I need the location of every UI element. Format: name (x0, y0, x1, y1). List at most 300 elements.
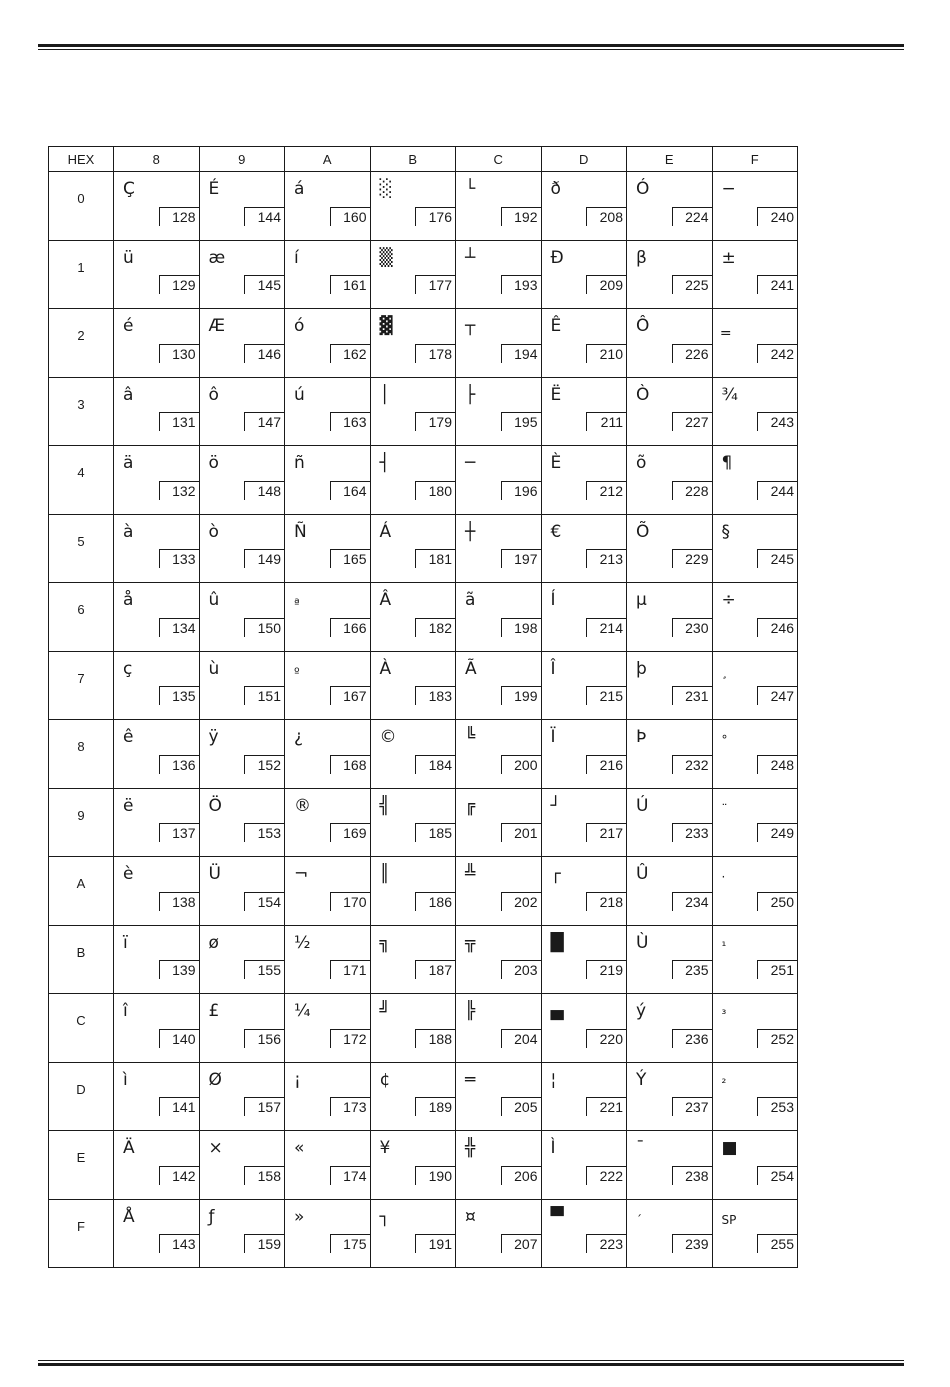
character-glyph: ¯ (636, 1138, 645, 1158)
table-cell (712, 309, 798, 378)
table-cell (712, 514, 798, 583)
decimal-code: 222 (586, 1166, 626, 1185)
character-glyph: ¦ (550, 1069, 557, 1090)
decimal-code: 130 (159, 344, 199, 363)
character-glyph: Å (123, 1206, 135, 1227)
table-cell (199, 172, 285, 241)
decimal-code: 129 (159, 275, 199, 294)
table-cell (114, 172, 200, 241)
row-header: 0 (49, 172, 114, 241)
row-header: 1 (49, 240, 114, 309)
table-cell (370, 1131, 456, 1200)
character-glyph: · (721, 870, 726, 884)
character-glyph: á (294, 179, 305, 199)
table-cell (712, 720, 798, 789)
decimal-code: 218 (586, 892, 626, 911)
decimal-code: 191 (415, 1234, 455, 1253)
decimal-code: 227 (672, 412, 712, 431)
character-glyph: » (294, 1206, 305, 1227)
table-cell (541, 1131, 627, 1200)
table-cell (285, 583, 371, 652)
decimal-code: 186 (415, 892, 455, 911)
character-glyph: ╔ (465, 795, 476, 816)
table-cell (370, 1062, 456, 1131)
decimal-code: 153 (244, 823, 284, 842)
character-glyph: ¿ (294, 727, 304, 747)
character-glyph: « (294, 1138, 305, 1158)
table-cell (541, 514, 627, 583)
table-cell (627, 720, 713, 789)
character-glyph: Ï (550, 727, 556, 747)
decimal-code: 240 (757, 207, 797, 226)
table-cell (114, 994, 200, 1063)
decimal-code: 242 (757, 344, 797, 363)
table-cell (456, 240, 542, 309)
decimal-code: 248 (757, 755, 797, 774)
table-cell (712, 1131, 798, 1200)
character-glyph: É (208, 179, 220, 199)
character-glyph: ¥ (379, 1138, 391, 1158)
character-glyph: ¡ (294, 1069, 301, 1090)
decimal-code: 221 (586, 1097, 626, 1116)
table-cell (627, 1199, 713, 1268)
row-header: 4 (49, 446, 114, 515)
character-glyph: ê (123, 727, 134, 747)
decimal-code: 209 (586, 275, 626, 294)
character-glyph: ü (123, 247, 134, 268)
decimal-code: 155 (244, 960, 284, 979)
character-glyph: ã (465, 590, 476, 610)
decimal-code: 180 (415, 481, 455, 500)
character-glyph: ÿ (208, 727, 219, 747)
decimal-code: 237 (672, 1097, 712, 1116)
character-glyph: ╦ (465, 932, 476, 953)
character-glyph: § (721, 521, 730, 542)
decimal-code: 144 (244, 207, 284, 226)
character-glyph: ¤ (465, 1206, 476, 1227)
character-glyph: Þ (636, 727, 647, 747)
decimal-code: 165 (330, 549, 370, 568)
table-cell (541, 994, 627, 1063)
character-glyph: ³ (721, 1007, 727, 1021)
decimal-code: 251 (757, 960, 797, 979)
character-glyph: ╚ (465, 727, 476, 747)
character-glyph: ┌ (550, 864, 561, 884)
table-cell (114, 309, 200, 378)
table-cell (627, 994, 713, 1063)
decimal-code: 178 (415, 344, 455, 363)
decimal-code: 234 (672, 892, 712, 911)
character-glyph: × (208, 1138, 223, 1158)
character-glyph: SP (721, 1212, 737, 1227)
decimal-code: 154 (244, 892, 284, 911)
character-glyph: è (123, 864, 134, 884)
table-cell (199, 994, 285, 1063)
decimal-code: 230 (672, 618, 712, 637)
character-glyph: æ (208, 247, 226, 268)
table-cell (199, 1062, 285, 1131)
character-glyph: ¹ (721, 938, 727, 953)
table-cell (199, 514, 285, 583)
table-cell (114, 651, 200, 720)
table-cell (199, 1131, 285, 1200)
row-header: C (49, 994, 114, 1063)
decimal-code: 231 (672, 686, 712, 705)
table-row (49, 583, 798, 652)
decimal-code: 182 (415, 618, 455, 637)
table-cell (541, 651, 627, 720)
decimal-code: 249 (757, 823, 797, 842)
table-cell (199, 240, 285, 309)
decimal-code: 135 (159, 686, 199, 705)
character-glyph: ┼ (465, 521, 476, 542)
decimal-code: 145 (244, 275, 284, 294)
table-cell (712, 377, 798, 446)
character-glyph: ╗ (379, 932, 390, 953)
table-cell (114, 1131, 200, 1200)
table-cell (541, 446, 627, 515)
character-glyph: ░ (379, 179, 393, 199)
row-header: 2 (49, 309, 114, 378)
table-cell (370, 651, 456, 720)
row-header: 6 (49, 583, 114, 652)
decimal-code: 193 (501, 275, 541, 294)
table-row (49, 172, 798, 241)
table-cell (285, 994, 371, 1063)
decimal-code: 166 (330, 618, 370, 637)
table-cell (199, 1199, 285, 1268)
character-glyph: ½ (294, 932, 311, 953)
row-header: 7 (49, 651, 114, 720)
table-cell (456, 925, 542, 994)
decimal-code: 194 (501, 344, 541, 363)
character-glyph: Á (379, 521, 392, 542)
table-cell (199, 583, 285, 652)
column-header: D (541, 147, 627, 172)
character-glyph: Û (636, 864, 649, 884)
table-cell (370, 172, 456, 241)
table-row (49, 925, 798, 994)
table-cell (712, 925, 798, 994)
character-glyph: ¶ (721, 453, 733, 473)
character-glyph: β (636, 247, 647, 268)
decimal-code: 216 (586, 755, 626, 774)
table-cell (627, 651, 713, 720)
decimal-code: 229 (672, 549, 712, 568)
character-glyph: Ò (636, 384, 650, 405)
table-cell (541, 1062, 627, 1131)
table-cell (285, 240, 371, 309)
character-glyph: ¼ (294, 1001, 311, 1021)
character-glyph: ╬ (465, 1138, 476, 1158)
table-cell (285, 925, 371, 994)
character-glyph: Õ (636, 521, 650, 542)
table-cell (712, 446, 798, 515)
character-glyph: ▄ (550, 1001, 564, 1021)
decimal-code: 224 (672, 207, 712, 226)
table-cell (627, 309, 713, 378)
decimal-code: 158 (244, 1166, 284, 1185)
table-cell (712, 240, 798, 309)
decimal-code: 233 (672, 823, 712, 842)
table-cell (114, 583, 200, 652)
decimal-code: 206 (501, 1166, 541, 1185)
table-cell (456, 720, 542, 789)
decimal-code: 160 (330, 207, 370, 226)
table-cell (370, 377, 456, 446)
table-cell (370, 309, 456, 378)
table-row (49, 1062, 798, 1131)
decimal-code: 167 (330, 686, 370, 705)
decimal-code: 147 (244, 412, 284, 431)
decimal-code: 185 (415, 823, 455, 842)
character-glyph: ¬ (294, 864, 309, 884)
character-glyph: ┴ (465, 247, 476, 268)
table-cell (456, 994, 542, 1063)
table-cell (370, 583, 456, 652)
decimal-code: 247 (757, 686, 797, 705)
row-header: 3 (49, 377, 114, 446)
table-cell (114, 720, 200, 789)
table-cell (541, 857, 627, 926)
decimal-code: 207 (501, 1234, 541, 1253)
table-cell (627, 377, 713, 446)
decimal-code: 205 (501, 1097, 541, 1116)
table-row (49, 446, 798, 515)
decimal-code: 170 (330, 892, 370, 911)
code-page-table (48, 146, 798, 1268)
top-rule (38, 44, 904, 50)
character-glyph: î (123, 1001, 128, 1021)
table-cell (114, 377, 200, 446)
table-cell (541, 377, 627, 446)
table-row (49, 857, 798, 926)
table-cell (712, 651, 798, 720)
decimal-code: 143 (159, 1234, 199, 1253)
character-glyph: █ (550, 932, 564, 953)
character-glyph: │ (379, 384, 390, 405)
table-cell (627, 1131, 713, 1200)
character-glyph: ▒ (379, 247, 393, 268)
table-cell (114, 857, 200, 926)
character-glyph: È (550, 453, 562, 473)
decimal-code: 239 (672, 1234, 712, 1253)
table-row (49, 309, 798, 378)
character-glyph: Ã (465, 658, 477, 679)
decimal-code: 187 (415, 960, 455, 979)
decimal-code: 152 (244, 755, 284, 774)
table-cell (541, 583, 627, 652)
decimal-code: 159 (244, 1234, 284, 1253)
character-glyph: ╠ (465, 1001, 476, 1021)
decimal-code: 190 (415, 1166, 455, 1185)
character-glyph: û (208, 590, 220, 610)
decimal-code: 148 (244, 481, 284, 500)
decimal-code: 173 (330, 1097, 370, 1116)
table-row (49, 1199, 798, 1268)
decimal-code: 252 (757, 1029, 797, 1048)
column-header: 9 (199, 147, 285, 172)
table-cell (114, 514, 200, 583)
table-cell (456, 583, 542, 652)
character-glyph: Ù (636, 932, 649, 953)
decimal-code: 246 (757, 618, 797, 637)
table-cell (541, 925, 627, 994)
character-glyph: Ç (123, 179, 135, 199)
character-glyph: Ì (550, 1138, 556, 1158)
character-glyph: Î (550, 658, 556, 679)
table-cell (285, 1062, 371, 1131)
decimal-code: 136 (159, 755, 199, 774)
table-cell (114, 925, 200, 994)
table-row (49, 1131, 798, 1200)
character-glyph: Ó (636, 179, 650, 199)
character-glyph: ƒ (208, 1206, 215, 1227)
decimal-code: 215 (586, 686, 626, 705)
table-cell (370, 994, 456, 1063)
decimal-code: 195 (501, 412, 541, 431)
column-header: F (712, 147, 798, 172)
character-glyph: ┬ (465, 316, 476, 336)
table-cell (199, 788, 285, 857)
character-glyph: é (123, 316, 134, 336)
table-cell (370, 1199, 456, 1268)
table-cell (456, 172, 542, 241)
table-cell (199, 446, 285, 515)
decimal-code: 225 (672, 275, 712, 294)
decimal-code: 137 (159, 823, 199, 842)
table-cell (712, 994, 798, 1063)
decimal-code: 203 (501, 960, 541, 979)
character-glyph: € (550, 521, 562, 542)
table-cell (199, 925, 285, 994)
table-cell (541, 172, 627, 241)
character-glyph: ¨ (721, 801, 728, 816)
character-glyph: Ú (636, 795, 649, 816)
table-cell (370, 446, 456, 515)
decimal-code: 174 (330, 1166, 370, 1185)
table-cell (456, 788, 542, 857)
character-glyph: ° (721, 733, 728, 747)
decimal-code: 244 (757, 481, 797, 500)
character-glyph: © (379, 727, 397, 747)
decimal-code: 157 (244, 1097, 284, 1116)
decimal-code: 235 (672, 960, 712, 979)
table-cell (541, 240, 627, 309)
decimal-code: 188 (415, 1029, 455, 1048)
table-cell (199, 720, 285, 789)
character-glyph: ì (123, 1069, 128, 1090)
character-glyph: ╣ (379, 795, 390, 816)
decimal-code: 213 (586, 549, 626, 568)
character-glyph: ▀ (550, 1206, 564, 1227)
character-glyph: Ê (550, 316, 562, 336)
decimal-code: 162 (330, 344, 370, 363)
decimal-code: 236 (672, 1029, 712, 1048)
column-header: A (285, 147, 371, 172)
character-glyph: Ü (208, 864, 221, 884)
decimal-code: 245 (757, 549, 797, 568)
decimal-code: 199 (501, 686, 541, 705)
row-header: 8 (49, 720, 114, 789)
character-glyph: ¢ (379, 1069, 391, 1090)
decimal-code: 198 (501, 618, 541, 637)
character-glyph: ô (208, 384, 219, 405)
table-cell (285, 309, 371, 378)
decimal-code: 238 (672, 1166, 712, 1185)
decimal-code: 151 (244, 686, 284, 705)
character-glyph: à (123, 521, 134, 542)
decimal-code: 133 (159, 549, 199, 568)
decimal-code: 142 (159, 1166, 199, 1185)
table-cell (114, 446, 200, 515)
character-glyph: ─ (465, 453, 476, 473)
character-glyph: þ (636, 658, 647, 679)
character-glyph: − (721, 179, 736, 199)
decimal-code: 181 (415, 549, 455, 568)
decimal-code: 156 (244, 1029, 284, 1048)
decimal-code: 214 (586, 618, 626, 637)
table-cell (285, 1199, 371, 1268)
character-glyph: Â (379, 590, 392, 610)
decimal-code: 196 (501, 481, 541, 500)
decimal-code: 204 (501, 1029, 541, 1048)
decimal-code: 138 (159, 892, 199, 911)
decimal-code: 150 (244, 618, 284, 637)
character-glyph: ® (294, 795, 311, 816)
character-glyph: ║ (379, 864, 390, 884)
table-cell (712, 172, 798, 241)
table-cell (285, 651, 371, 720)
header-row (49, 147, 798, 172)
character-glyph: í (294, 247, 299, 268)
table-cell (285, 788, 371, 857)
character-glyph: Ë (550, 384, 562, 405)
column-header: B (370, 147, 456, 172)
character-glyph: å (123, 590, 134, 610)
decimal-code: 254 (757, 1166, 797, 1185)
decimal-code: 176 (415, 207, 455, 226)
table-cell (114, 1062, 200, 1131)
table-cell (199, 309, 285, 378)
decimal-code: 179 (415, 412, 455, 431)
row-header: 9 (49, 788, 114, 857)
decimal-code: 255 (757, 1234, 797, 1253)
table-cell (370, 720, 456, 789)
character-glyph: ┤ (379, 453, 390, 473)
column-header: E (627, 147, 713, 172)
character-glyph: Í (550, 590, 556, 610)
character-glyph: ▓ (379, 316, 393, 336)
character-glyph: Ý (636, 1069, 647, 1090)
decimal-code: 171 (330, 960, 370, 979)
character-glyph: ø (208, 932, 219, 953)
hex-corner-header: HEX (49, 147, 114, 172)
character-glyph: ñ (294, 453, 305, 473)
table-cell (456, 309, 542, 378)
table-cell (627, 446, 713, 515)
decimal-code: 169 (330, 823, 370, 842)
character-glyph: ╝ (379, 1001, 390, 1021)
table-cell (712, 788, 798, 857)
character-glyph: ò (208, 521, 219, 542)
table-cell (627, 514, 713, 583)
decimal-code: 168 (330, 755, 370, 774)
decimal-code: 201 (501, 823, 541, 842)
character-glyph: ó (294, 316, 305, 336)
character-glyph: À (379, 658, 392, 679)
table-row (49, 514, 798, 583)
